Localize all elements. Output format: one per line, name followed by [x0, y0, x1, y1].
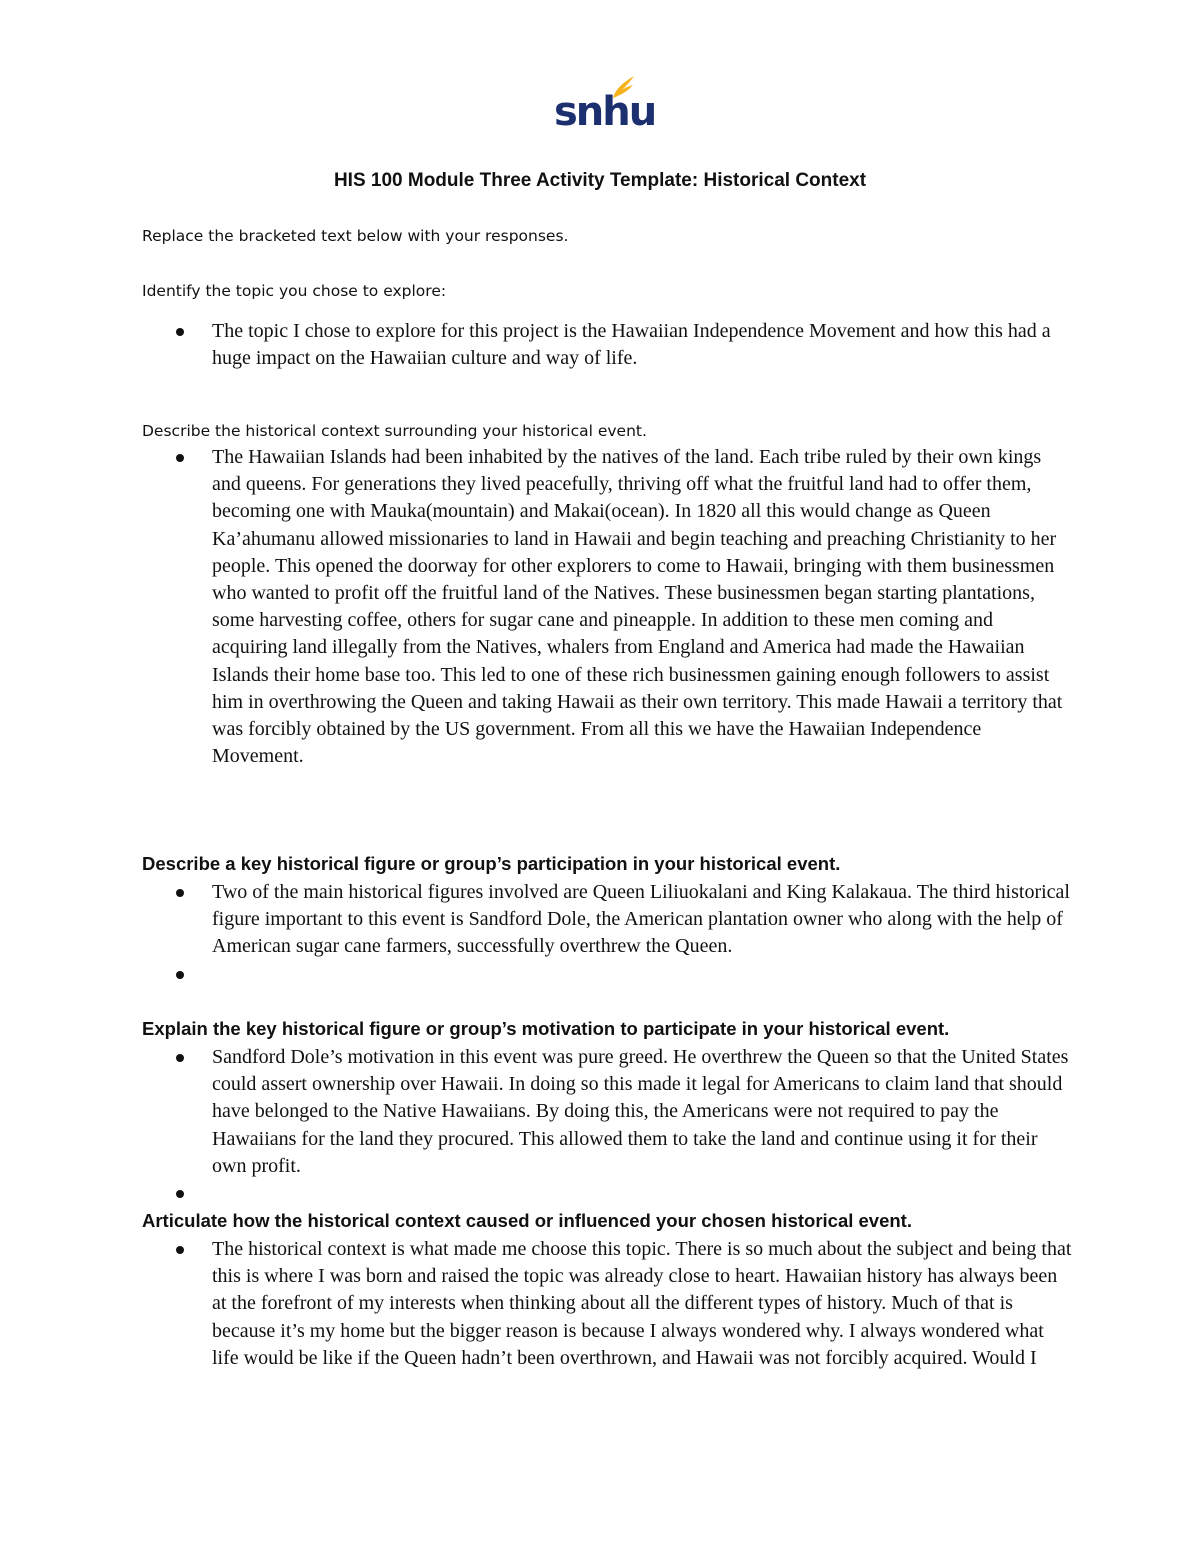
section-prompt-topic: Identify the topic you chose to explore:: [142, 282, 447, 300]
section-list-topic: [142, 318, 1072, 372]
section-list-context: [142, 444, 1072, 770]
list-item: Two of the main historical figures involved are Queen Liliuokalani and King Kalakaua. The third historical figure important to this event is Sandford Dole, the American plantation owner who along with the help of American sugar cane farmers, successfully overthrew the Queen.: [142, 879, 1072, 961]
section-heading-participation: Describe a key historical figure or group’s participation in your historical event.: [142, 853, 841, 874]
section-prompt-context: Describe the historical context surrounding your historical event.: [142, 422, 647, 440]
section-list-participation: [142, 879, 1072, 988]
logo-text: snhu: [554, 89, 656, 135]
snhu-logo: [554, 74, 656, 135]
list-item: The historical context is what made me choose this topic. There is so much about the subject and being that this is where I was born and raised the topic was already close to heart. Hawaiian history has always been at the forefront of my interests when thinking about all the different types of history. Much of that is because it’s my home but the bigger reason is because I always wondered why. I always wondered what life would be like if the Queen hadn’t been overthrown, and Hawaii was not forcibly acquired. Would I: [142, 1236, 1072, 1372]
list-item: Sandford Dole’s motivation in this event was pure greed. He overthrew the Queen so that the United States could assert ownership over Hawaii. In doing so this made it legal for Americans to claim land that should have belonged to the Native Hawaiians. By doing this, the Americans were not required to pay the Hawaiians for the land they procured. This allowed them to take the land and continue using it for their own profit.: [142, 1044, 1072, 1180]
instruction-text: Replace the bracketed text below with your responses.: [142, 227, 569, 245]
list-item: The topic I chose to explore for this project is the Hawaiian Independence Movement and how this had a huge impact on the Hawaiian culture and way of life.: [142, 318, 1072, 372]
section-list-influence: [142, 1236, 1072, 1372]
section-heading-motivation: Explain the key historical figure or group’s motivation to participate in your historical event.: [142, 1018, 950, 1039]
list-item-empty: [142, 961, 1072, 988]
list-item: The Hawaiian Islands had been inhabited by the natives of the land. Each tribe ruled by their own kings and queens. For generations they lived peacefully, thriving off what the fruitful land had to offer them, becoming one with Mauka(mountain) and Makai(ocean). In 1820 all this would change as Queen Ka’ahumanu allowed missionaries to land in Hawaii and begin teaching and preaching Christianity to her people. This opened the doorway for other explorers to come to Hawaii, bringing with them businessmen who wanted to profit off the fruitful land of the Natives. These businessmen began starting plantations, some harvesting coffee, others for sugar cane and pineapple. In addition to these men coming and acquiring land illegally from the Natives, whalers from England and America had made the Hawaiian Islands their home base too. This led to one of these rich businessmen gaining enough followers to assist him in overthrowing the Queen and taking Hawaii as their own territory. This made Hawaii a territory that was forcibly obtained by the US government. From all this we have the Hawaiian Independence Movement.: [142, 444, 1072, 770]
page-title: HIS 100 Module Three Activity Template: Historical Context: [333, 170, 867, 191]
section-list-motivation: [142, 1044, 1072, 1207]
list-item-empty: [142, 1180, 1072, 1207]
section-heading-influence: Articulate how the historical context caused or influenced your chosen historical event.: [142, 1210, 912, 1231]
